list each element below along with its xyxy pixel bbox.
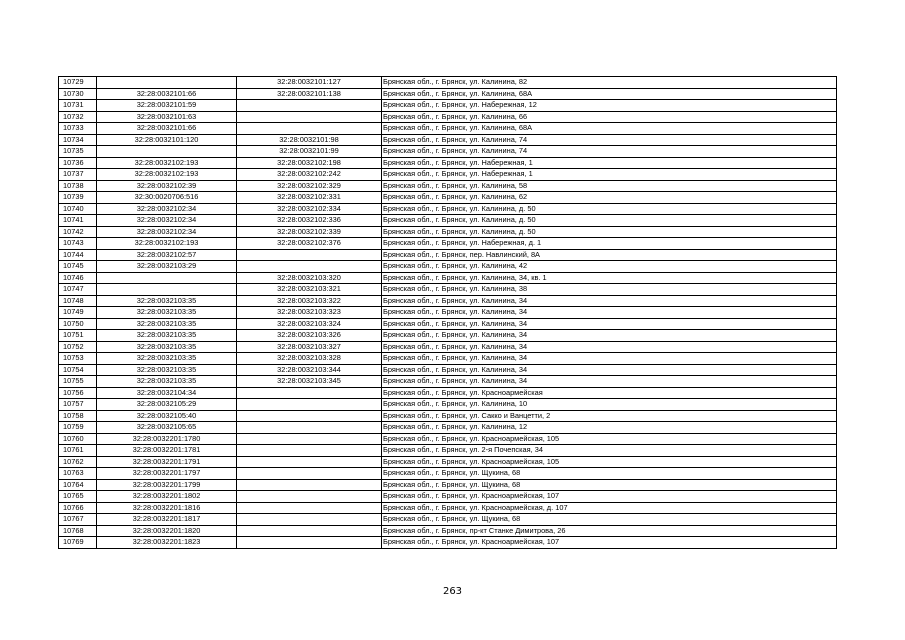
row-number-cell: 10740 xyxy=(59,203,97,215)
address-cell: Брянская обл., г. Брянск, ул. Калинина, 34 xyxy=(382,307,837,319)
related-cadastral-number-cell: 32:28:0032103:328 xyxy=(237,353,382,365)
table-row xyxy=(59,341,837,353)
cadastral-number-cell xyxy=(97,146,237,158)
table-row xyxy=(59,226,837,238)
table-row xyxy=(59,399,837,411)
related-cadastral-number-cell: 32:28:0032102:339 xyxy=(237,226,382,238)
address-cell: Брянская обл., г. Брянск, ул. Красноармейская xyxy=(382,387,837,399)
row-number-cell: 10730 xyxy=(59,88,97,100)
row-number-cell: 10747 xyxy=(59,284,97,296)
address-cell: Брянская обл., г. Брянск, ул. Щукина, 68 xyxy=(382,514,837,526)
row-number-cell: 10755 xyxy=(59,376,97,388)
related-cadastral-number-cell: 32:28:0032101:99 xyxy=(237,146,382,158)
address-cell: Брянская обл., г. Брянск, ул. Красноармейская, 107 xyxy=(382,537,837,549)
address-cell: Брянская обл., г. Брянск, ул. Красноармейская, д. 107 xyxy=(382,502,837,514)
table-row xyxy=(59,445,837,457)
related-cadastral-number-cell xyxy=(237,410,382,422)
address-cell: Брянская обл., г. Брянск, ул. Калинина, 34 xyxy=(382,364,837,376)
row-number-cell: 10769 xyxy=(59,537,97,549)
cadastral-number-cell: 32:28:0032103:35 xyxy=(97,307,237,319)
related-cadastral-number-cell: 32:28:0032103:320 xyxy=(237,272,382,284)
related-cadastral-number-cell xyxy=(237,399,382,411)
cadastral-number-cell: 32:28:0032201:1781 xyxy=(97,445,237,457)
address-cell: Брянская обл., г. Брянск, ул. Калинина, д. 50 xyxy=(382,226,837,238)
related-cadastral-number-cell: 32:28:0032102:329 xyxy=(237,180,382,192)
related-cadastral-number-cell xyxy=(237,445,382,457)
row-number-cell: 10754 xyxy=(59,364,97,376)
row-number-cell: 10767 xyxy=(59,514,97,526)
table-row xyxy=(59,100,837,112)
table-row xyxy=(59,318,837,330)
cadastral-number-cell: 32:28:0032201:1797 xyxy=(97,468,237,480)
related-cadastral-number-cell: 32:28:0032103:324 xyxy=(237,318,382,330)
related-cadastral-number-cell xyxy=(237,100,382,112)
cadastral-number-cell: 32:28:0032105:65 xyxy=(97,422,237,434)
address-cell: Брянская обл., г. Брянск, ул. Калинина, 42 xyxy=(382,261,837,273)
row-number-cell: 10753 xyxy=(59,353,97,365)
cadastral-number-cell: 32:28:0032103:35 xyxy=(97,318,237,330)
related-cadastral-number-cell xyxy=(237,111,382,123)
cadastral-number-cell: 32:28:0032102:193 xyxy=(97,238,237,250)
row-number-cell: 10733 xyxy=(59,123,97,135)
table-row xyxy=(59,192,837,204)
related-cadastral-number-cell xyxy=(237,249,382,261)
address-cell: Брянская обл., г. Брянск, ул. Калинина, 34 xyxy=(382,341,837,353)
address-cell: Брянская обл., г. Брянск, ул. Калинина, 34 xyxy=(382,295,837,307)
cadastral-number-cell: 32:28:0032103:35 xyxy=(97,330,237,342)
related-cadastral-number-cell xyxy=(237,422,382,434)
address-cell: Брянская обл., г. Брянск, ул. Щукина, 68 xyxy=(382,468,837,480)
row-number-cell: 10756 xyxy=(59,387,97,399)
address-cell: Брянская обл., г. Брянск, ул. 2-я Почепская, 34 xyxy=(382,445,837,457)
cadastral-number-cell: 32:28:0032201:1823 xyxy=(97,537,237,549)
table-row xyxy=(59,422,837,434)
related-cadastral-number-cell xyxy=(237,537,382,549)
table-row xyxy=(59,353,837,365)
table-row xyxy=(59,514,837,526)
related-cadastral-number-cell: 32:28:0032103:344 xyxy=(237,364,382,376)
table-row xyxy=(59,261,837,273)
address-cell: Брянская обл., г. Брянск, ул. Набережная, д. 1 xyxy=(382,238,837,250)
address-cell: Брянская обл., г. Брянск, ул. Калинина, д. 50 xyxy=(382,203,837,215)
cadastral-number-cell: 32:28:0032101:66 xyxy=(97,88,237,100)
row-number-cell: 10760 xyxy=(59,433,97,445)
address-cell: Брянская обл., г. Брянск, ул. Калинина, 34 xyxy=(382,376,837,388)
cadastral-number-cell: 32:28:0032105:29 xyxy=(97,399,237,411)
table-row xyxy=(59,157,837,169)
address-cell: Брянская обл., г. Брянск, пер. Навлинский, 8А xyxy=(382,249,837,261)
related-cadastral-number-cell: 32:28:0032103:322 xyxy=(237,295,382,307)
row-number-cell: 10750 xyxy=(59,318,97,330)
address-cell: Брянская обл., г. Брянск, ул. Набережная, 12 xyxy=(382,100,837,112)
cadastral-number-cell: 32:28:0032103:35 xyxy=(97,353,237,365)
address-cell: Брянская обл., г. Брянск, пр-кт Станке Димитрова, 26 xyxy=(382,525,837,537)
table-row xyxy=(59,537,837,549)
address-cell: Брянская обл., г. Брянск, ул. Калинина, 66 xyxy=(382,111,837,123)
table-row xyxy=(59,387,837,399)
related-cadastral-number-cell: 32:28:0032103:323 xyxy=(237,307,382,319)
row-number-cell: 10742 xyxy=(59,226,97,238)
row-number-cell: 10731 xyxy=(59,100,97,112)
row-number-cell: 10759 xyxy=(59,422,97,434)
table-row xyxy=(59,284,837,296)
address-cell: Брянская обл., г. Брянск, ул. Сакко и Ванцетти, 2 xyxy=(382,410,837,422)
cadastral-number-cell: 32:28:0032102:57 xyxy=(97,249,237,261)
cadastral-number-cell: 32:28:0032201:1816 xyxy=(97,502,237,514)
table-row xyxy=(59,249,837,261)
related-cadastral-number-cell: 32:28:0032102:376 xyxy=(237,238,382,250)
address-cell: Брянская обл., г. Брянск, ул. Калинина, 34 xyxy=(382,318,837,330)
address-cell: Брянская обл., г. Брянск, ул. Калинина, 12 xyxy=(382,422,837,434)
related-cadastral-number-cell xyxy=(237,261,382,273)
address-cell: Брянская обл., г. Брянск, ул. Калинина, д. 50 xyxy=(382,215,837,227)
row-number-cell: 10737 xyxy=(59,169,97,181)
related-cadastral-number-cell: 32:28:0032103:326 xyxy=(237,330,382,342)
row-number-cell: 10766 xyxy=(59,502,97,514)
table-row xyxy=(59,238,837,250)
cadastral-number-cell: 32:28:0032201:1799 xyxy=(97,479,237,491)
row-number-cell: 10762 xyxy=(59,456,97,468)
related-cadastral-number-cell: 32:28:0032102:334 xyxy=(237,203,382,215)
row-number-cell: 10764 xyxy=(59,479,97,491)
record-table xyxy=(58,76,837,549)
table-row xyxy=(59,525,837,537)
cadastral-number-cell: 32:28:0032105:40 xyxy=(97,410,237,422)
cadastral-number-cell: 32:28:0032102:39 xyxy=(97,180,237,192)
cadastral-number-cell: 32:28:0032101:66 xyxy=(97,123,237,135)
cadastral-number-cell: 32:28:0032101:120 xyxy=(97,134,237,146)
table-row xyxy=(59,77,837,89)
page-number: 263 xyxy=(442,586,463,597)
address-cell: Брянская обл., г. Брянск, ул. Калинина, 34, кв. 1 xyxy=(382,272,837,284)
related-cadastral-number-cell xyxy=(237,502,382,514)
cadastral-number-cell: 32:28:0032201:1820 xyxy=(97,525,237,537)
related-cadastral-number-cell: 32:28:0032102:198 xyxy=(237,157,382,169)
row-number-cell: 10743 xyxy=(59,238,97,250)
related-cadastral-number-cell: 32:28:0032102:242 xyxy=(237,169,382,181)
cadastral-number-cell: 32:28:0032201:1791 xyxy=(97,456,237,468)
cadastral-number-cell: 32:30:0020706:516 xyxy=(97,192,237,204)
row-number-cell: 10751 xyxy=(59,330,97,342)
row-number-cell: 10761 xyxy=(59,445,97,457)
table-row xyxy=(59,456,837,468)
row-number-cell: 10738 xyxy=(59,180,97,192)
related-cadastral-number-cell: 32:28:0032103:321 xyxy=(237,284,382,296)
table-row xyxy=(59,295,837,307)
related-cadastral-number-cell xyxy=(237,468,382,480)
address-cell: Брянская обл., г. Брянск, ул. Калинина, 10 xyxy=(382,399,837,411)
table-row xyxy=(59,433,837,445)
table-row xyxy=(59,376,837,388)
related-cadastral-number-cell xyxy=(237,479,382,491)
cadastral-number-cell: 32:28:0032201:1817 xyxy=(97,514,237,526)
table-row xyxy=(59,479,837,491)
cadastral-number-cell xyxy=(97,272,237,284)
table-row xyxy=(59,272,837,284)
address-cell: Брянская обл., г. Брянск, ул. Калинина, 58 xyxy=(382,180,837,192)
table-row xyxy=(59,169,837,181)
related-cadastral-number-cell: 32:28:0032101:138 xyxy=(237,88,382,100)
related-cadastral-number-cell: 32:28:0032101:127 xyxy=(237,77,382,89)
record-table-body xyxy=(59,77,837,549)
related-cadastral-number-cell xyxy=(237,525,382,537)
related-cadastral-number-cell: 32:28:0032102:336 xyxy=(237,215,382,227)
row-number-cell: 10735 xyxy=(59,146,97,158)
cadastral-number-cell: 32:28:0032103:35 xyxy=(97,341,237,353)
table-row xyxy=(59,215,837,227)
row-number-cell: 10765 xyxy=(59,491,97,503)
related-cadastral-number-cell: 32:28:0032103:345 xyxy=(237,376,382,388)
table-row xyxy=(59,491,837,503)
table-row xyxy=(59,111,837,123)
address-cell: Брянская обл., г. Брянск, ул. Красноармейская, 105 xyxy=(382,456,837,468)
cadastral-number-cell: 32:28:0032102:34 xyxy=(97,215,237,227)
cadastral-number-cell: 32:28:0032102:34 xyxy=(97,226,237,238)
table-row xyxy=(59,502,837,514)
table-row xyxy=(59,203,837,215)
row-number-cell: 10736 xyxy=(59,157,97,169)
row-number-cell: 10763 xyxy=(59,468,97,480)
row-number-cell: 10729 xyxy=(59,77,97,89)
address-cell: Брянская обл., г. Брянск, ул. Набережная, 1 xyxy=(382,169,837,181)
cadastral-number-cell: 32:28:0032102:34 xyxy=(97,203,237,215)
row-number-cell: 10745 xyxy=(59,261,97,273)
row-number-cell: 10752 xyxy=(59,341,97,353)
row-number-cell: 10768 xyxy=(59,525,97,537)
cadastral-number-cell: 32:28:0032201:1780 xyxy=(97,433,237,445)
cadastral-number-cell: 32:28:0032103:29 xyxy=(97,261,237,273)
table-row xyxy=(59,330,837,342)
address-cell: Брянская обл., г. Брянск, ул. Красноармейская, 105 xyxy=(382,433,837,445)
row-number-cell: 10758 xyxy=(59,410,97,422)
row-number-cell: 10734 xyxy=(59,134,97,146)
related-cadastral-number-cell: 32:28:0032102:331 xyxy=(237,192,382,204)
cadastral-number-cell: 32:28:0032104:34 xyxy=(97,387,237,399)
address-cell: Брянская обл., г. Брянск, ул. Калинина, 34 xyxy=(382,353,837,365)
related-cadastral-number-cell xyxy=(237,433,382,445)
cadastral-number-cell: 32:28:0032201:1802 xyxy=(97,491,237,503)
address-cell: Брянская обл., г. Брянск, ул. Калинина, 82 xyxy=(382,77,837,89)
related-cadastral-number-cell: 32:28:0032101:98 xyxy=(237,134,382,146)
row-number-cell: 10746 xyxy=(59,272,97,284)
row-number-cell: 10739 xyxy=(59,192,97,204)
table-row xyxy=(59,134,837,146)
row-number-cell: 10748 xyxy=(59,295,97,307)
row-number-cell: 10749 xyxy=(59,307,97,319)
cadastral-number-cell: 32:28:0032102:193 xyxy=(97,157,237,169)
row-number-cell: 10741 xyxy=(59,215,97,227)
cadastral-number-cell: 32:28:0032102:193 xyxy=(97,169,237,181)
address-cell: Брянская обл., г. Брянск, ул. Щукина, 68 xyxy=(382,479,837,491)
cadastral-number-cell: 32:28:0032103:35 xyxy=(97,364,237,376)
address-cell: Брянская обл., г. Брянск, ул. Красноармейская, 107 xyxy=(382,491,837,503)
row-number-cell: 10757 xyxy=(59,399,97,411)
address-cell: Брянская обл., г. Брянск, ул. Калинина, 68А xyxy=(382,123,837,135)
related-cadastral-number-cell xyxy=(237,123,382,135)
address-cell: Брянская обл., г. Брянск, ул. Калинина, 68А xyxy=(382,88,837,100)
related-cadastral-number-cell xyxy=(237,456,382,468)
related-cadastral-number-cell xyxy=(237,491,382,503)
address-cell: Брянская обл., г. Брянск, ул. Калинина, 38 xyxy=(382,284,837,296)
related-cadastral-number-cell xyxy=(237,514,382,526)
row-number-cell: 10744 xyxy=(59,249,97,261)
address-cell: Брянская обл., г. Брянск, ул. Калинина, 74 xyxy=(382,146,837,158)
related-cadastral-number-cell: 32:28:0032103:327 xyxy=(237,341,382,353)
cadastral-number-cell: 32:28:0032101:63 xyxy=(97,111,237,123)
address-cell: Брянская обл., г. Брянск, ул. Калинина, 34 xyxy=(382,330,837,342)
address-cell: Брянская обл., г. Брянск, ул. Калинина, 62 xyxy=(382,192,837,204)
table-row xyxy=(59,88,837,100)
table-row xyxy=(59,410,837,422)
row-number-cell: 10732 xyxy=(59,111,97,123)
table-row xyxy=(59,146,837,158)
cadastral-number-cell xyxy=(97,284,237,296)
address-cell: Брянская обл., г. Брянск, ул. Калинина, 74 xyxy=(382,134,837,146)
address-cell: Брянская обл., г. Брянск, ул. Набережная, 1 xyxy=(382,157,837,169)
cadastral-number-cell: 32:28:0032103:35 xyxy=(97,295,237,307)
table-row xyxy=(59,468,837,480)
table-row xyxy=(59,364,837,376)
cadastral-number-cell: 32:28:0032101:59 xyxy=(97,100,237,112)
cadastral-number-cell: 32:28:0032103:35 xyxy=(97,376,237,388)
related-cadastral-number-cell xyxy=(237,387,382,399)
table-row xyxy=(59,180,837,192)
table-row xyxy=(59,307,837,319)
cadastral-number-cell xyxy=(97,77,237,89)
table-row xyxy=(59,123,837,135)
